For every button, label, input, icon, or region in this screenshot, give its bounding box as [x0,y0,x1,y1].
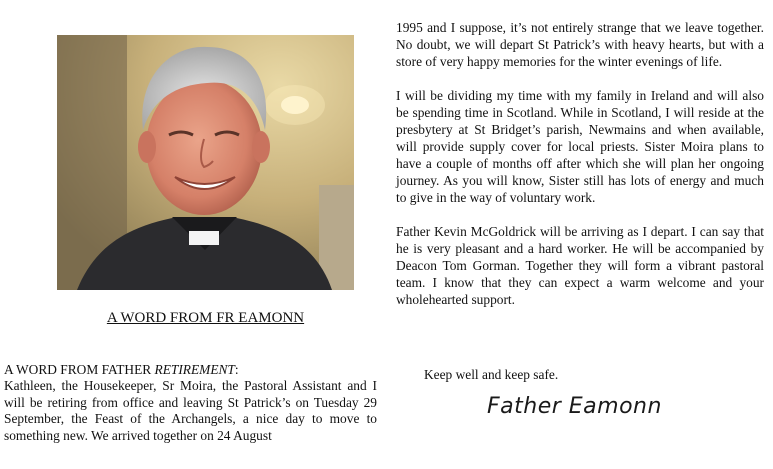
left-body-text: Kathleen, the Housekeeper, Sr Moira, the Pastoral Assistant and I will be retiring from office and leaving St Patrick’s on Tuesday 29 September, the Feast of the Archangels, a nice day to move to something new. We arrived together on 24 August [4,378,377,443]
intro-line [4,362,377,378]
right-column [396,19,764,325]
portrait-photo [57,35,354,290]
portrait-image [57,35,354,290]
intro-prefix: A WORD FROM FATHER [4,362,155,377]
left-column [4,362,377,444]
signature: Father Eamonn [487,394,662,419]
paragraph-continued: 1995 and I suppose, it’s not entirely strange that we leave together. No doubt, we will depart St Patrick’s with heavy hearts, but with a store of very happy memories for the winter evenings of life. [396,20,764,69]
intro-emphasis: RETIREMENT [154,362,235,377]
intro-suffix: : [234,362,239,377]
article-heading: A WORD FROM FR EAMONN [106,310,305,326]
paragraph-successor: Father Kevin McGoldrick will be arriving as I depart. I can say that he is very pleasant and a hard worker. He will be accompanied by Deacon Tom Gorman. Together they will form a vibrant pastoral team. I know that they can expect a warm welcome and your wholehearted support. [396,224,764,307]
paragraph-plans: I will be dividing my time with my family in Ireland and will also be spending time in Scotland. While in Scotland, I will reside at the presbytery at St Bridget’s parish, Newmains and when available, will provide supply cover for local priests. Sister Moira plans to have a couple of months off after which she will plan her ongoing journey. As you will know, Sister still has lots of energy and much to give in the way of voluntary work. [396,88,764,205]
signoff-line: Keep well and keep safe. [424,367,559,382]
